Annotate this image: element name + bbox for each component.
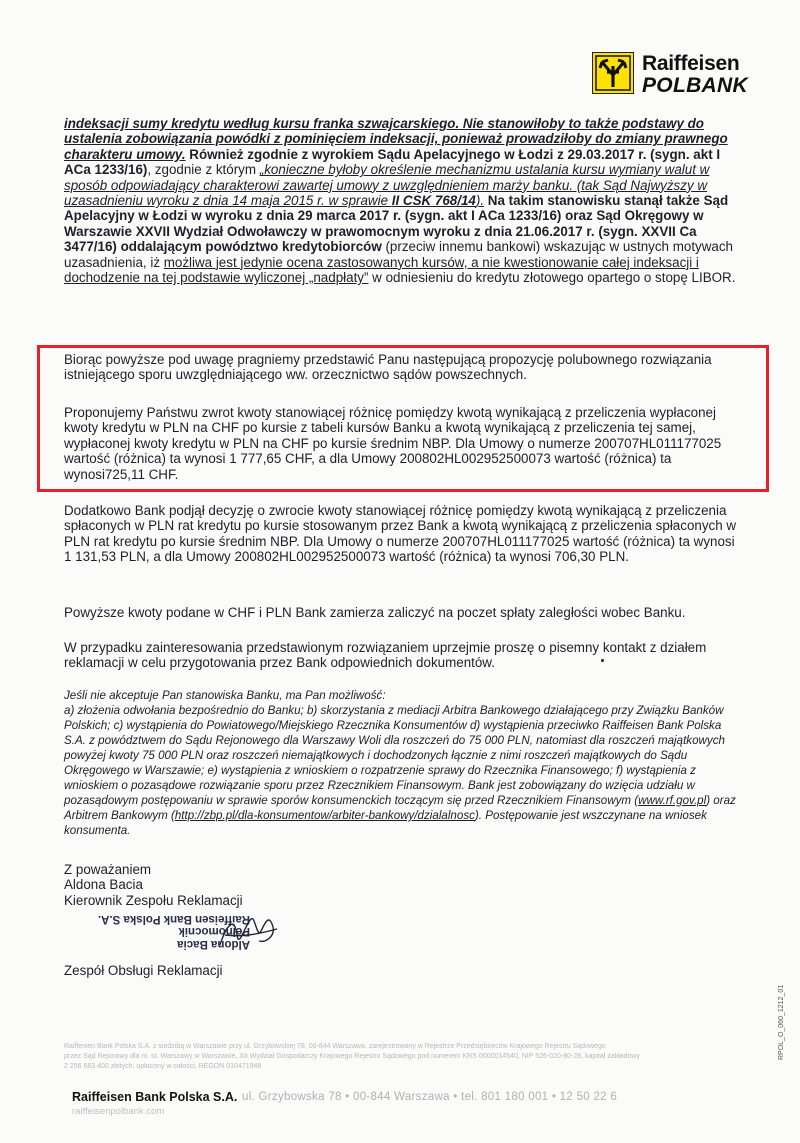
- legal-options-end: ). Postępowanie jest wszczynane na wniosek konsumenta.: [64, 809, 707, 837]
- closing-role: Kierownik Zespołu Reklamacji: [64, 892, 243, 908]
- paragraph-chf-refund: Proponujemy Państwu zwrot kwoty stanowiącej różnicę pomiędzy kwotą wynikającą z przeliczenia wypłaconej kwoty kredytu w PLN na CHF po kursie z tabeli kursów Banku a kwotą wynikającą z przeliczenia tej samej, wypłaconej kwoty kredytu w PLN na CHF po kursie średnim NBP. Dla Umowy o numerze 200707HL011177025 wartość (różnica) ta wynosi 1 777,65 CHF, a dla Umowy 200802HL002952500073 wartość (różnica) ta wynosi725,11 CHF.: [64, 405, 722, 482]
- logo-line1: Raiffeisen: [642, 52, 740, 75]
- paragraph-contact: W przypadku zainteresowania przedstawionym rozwiązaniem uprzejmie proszę o pisemny kontakt z działem reklamacji w celu przygotowania przez Bank odpowiednich dokumentów.: [64, 640, 707, 671]
- stamp-line3: Raiffeisen Bank Polska S.A.: [97, 913, 250, 925]
- logo-line2: POLBANK: [642, 74, 748, 97]
- p1-s7: Na takim stanowisku stanął także Sąd Apelacyjny w Łodzi w wyroku z dnia 29 marca 2017 r. (sygn. akt I ACa 1233/16) oraz Sąd Okręgowy w Warszawie XXVII Wydział Odwoławczy w prawomocnym wyroku z dnia 21.06.2017 r. (sygn. XXVII Ca 3477/16) oddalającym powództwo kredytobiorców: [64, 193, 729, 255]
- footer-fine-print-3: 2 256 683 400 złotych, opłacony w całości, REGON 010471948: [64, 1063, 262, 1070]
- footer-website: raiffeisenpolbank.com: [72, 1106, 165, 1117]
- legal-options-list: a) złożenia odwołania bezpośrednio do Banku; b) skorzystania z mediacji Arbitra Bankowego działającego przy Związku Banków Polskich; c) wystąpienia do Powiatowego/Miejskiego Rzecznika Konsumentów d) wystąpienia przeciwko Raiffeisen Bank Polska S.A. z powództwem do Sądu Rejonowego dla Warszawy Woli dla roszczeń do 75 000 PLN, natomiast dla roszczeń majątkowych powyżej kwoty 75 000 PLN oraz roszczeń niemajątkowych i dochodzonych łącznie z nimi roszczeń majątkowych do Sądu Okręgowego w Warszawie; e) wystąpienia z wnioskiem o rozpatrzenie sprawy do Rzecznika Finansowego; f) wystąpienia z wnioskiem o pozasądowe rozwiązanie sporu przez Rzecznikiem Finansowym. Bank jest zobowiązany do wzięcia udziału w pozasądowym postępowaniu w sprawie sporów konsumenckich toczącym się przed Rzecznikiem Finansowym (: [64, 704, 725, 807]
- paragraph-court-rulings: [64, 116, 744, 285]
- footer-bank-name: Raiffeisen Bank Polska S.A.: [72, 1090, 238, 1104]
- stamp-line2: Pełnomocnik: [178, 925, 250, 938]
- p1-s9: możliwa jest jedynie ocena zastosowanych kursów, a nie kwestionowanie całej indeksacji i dochodzenie na tej podstawie wyliczonej „nadpłaty”: [64, 254, 699, 286]
- paragraph-pln-refund: Dodatkowo Bank podjął decyzję o zwrocie kwoty stanowiącej różnicę pomiędzy kwotą wynikającą z przeliczenia spłaconych w PLN rat kredytu po kursie stosowanym przez Bank a kwotą wynikającą z przeliczenia spłaconych w PLN rat kredytu po kursie średnim NBP. Dla Umowy o numerze 200707HL011177025 wartość (różnica) ta wynosi 1 131,53 PLN, a dla Umowy 200802HL002952500073 wartość (różnica) ta wynosi 706,30 PLN.: [64, 503, 737, 565]
- ink-dot: [601, 659, 604, 662]
- bank-logo: [592, 52, 762, 102]
- raiffeisen-gable-cross-icon: [592, 52, 634, 94]
- p1-s2: Również zgodnie z wyrokiem Sądu Apelacyjnego w Łodzi z 29.03.2017 r. (sygn. akt I ACa 1233/16): [64, 146, 721, 178]
- footer-fine-print-2: przez Sąd Rejonowy dla m. st. Warszawy w Warszawie, XII Wydział Gospodarczy Krajowego Rejestru Sądowego pod numerem KRS 0000014540, NIP 526-020-80-28, kapitał zakładowy: [64, 1053, 640, 1060]
- paragraph-offset: Powyższe kwoty podane w CHF i PLN Bank zamierza zaliczyć na poczet spłaty zaległości wobec Banku.: [64, 605, 686, 620]
- p1-s8: (przeciw innemu bankowi) wskazując w ustnych motywach uzasadnienia, iż: [64, 239, 733, 270]
- closing-greeting: Z poważaniem: [64, 862, 152, 877]
- p1-s6: ).: [475, 193, 485, 209]
- stamp-line1: Aldona Bacia: [177, 938, 250, 950]
- p1-s4: „konieczne byłoby określenie mechanizmu ustalania kursu wymiany walut w sposób odpowiadający charakterowi zawartej umowy z uwzględnieniem marży banku. (tak Sąd Najwyższy w uzasadnieniu wyroku z dnia 14 maja 2015 r. w sprawie: [64, 162, 710, 209]
- handwritten-signature: [215, 905, 280, 955]
- footer-fine-print-1: Raiffeisen Bank Polska S.A. z siedzibą w Warszawie przy ul. Grzybowskiej 78, 00-844 Warszawa, zarejestrowany w Rejestrze Przedsiębiorców Krajowego Rejestru Sądowego: [64, 1043, 606, 1050]
- p1-s1: indeksacji sumy kredytu według kursu franka szwajcarskiego. Nie stanowiłoby to także podstawy do ustalenia zobowiązania powódki z pominięciem indeksacji, ponieważ prowadziłoby do zmiany prawnego charakteru umowy.: [64, 116, 728, 162]
- document-code: RPOL_O_060_1212_01: [778, 984, 785, 1060]
- paragraph-legal-options: [64, 688, 744, 838]
- paragraph-proposal-intro: Biorąc powyższe pod uwagę pragniemy przedstawić Panu następującą propozycję polubownego rozwiązania istniejącego sporu uwzględniającego ww. orzecznictwo sądów powszechnych.: [64, 352, 712, 383]
- legal-options-heading: Jeśli nie akceptuje Pan stanowiska Banku, ma Pan możliwość:: [64, 689, 386, 702]
- p1-s10: w odniesieniu do kredytu złotowego opartego o stopę LIBOR.: [368, 270, 736, 286]
- p1-s5: II CSK 768/14: [391, 193, 476, 209]
- zbp-link[interactable]: http://zbp.pl/dla-konsumentow/arbiter-bankowy/dzialalnosc: [174, 809, 475, 822]
- closing-name: Aldona Bacia: [64, 877, 143, 893]
- team-name: Zespół Obsługi Reklamacji: [64, 963, 223, 978]
- footer-address: ul. Grzybowska 78 • 00-844 Warszawa • tel. 801 180 001 • 12 50 22 6: [242, 1091, 618, 1103]
- legal-options-mid: ) oraz Arbitrem Bankowym (: [64, 794, 736, 822]
- rf-link[interactable]: www.rf.gov.pl: [638, 794, 707, 807]
- p1-s3: , zgodnie z którym: [147, 162, 260, 178]
